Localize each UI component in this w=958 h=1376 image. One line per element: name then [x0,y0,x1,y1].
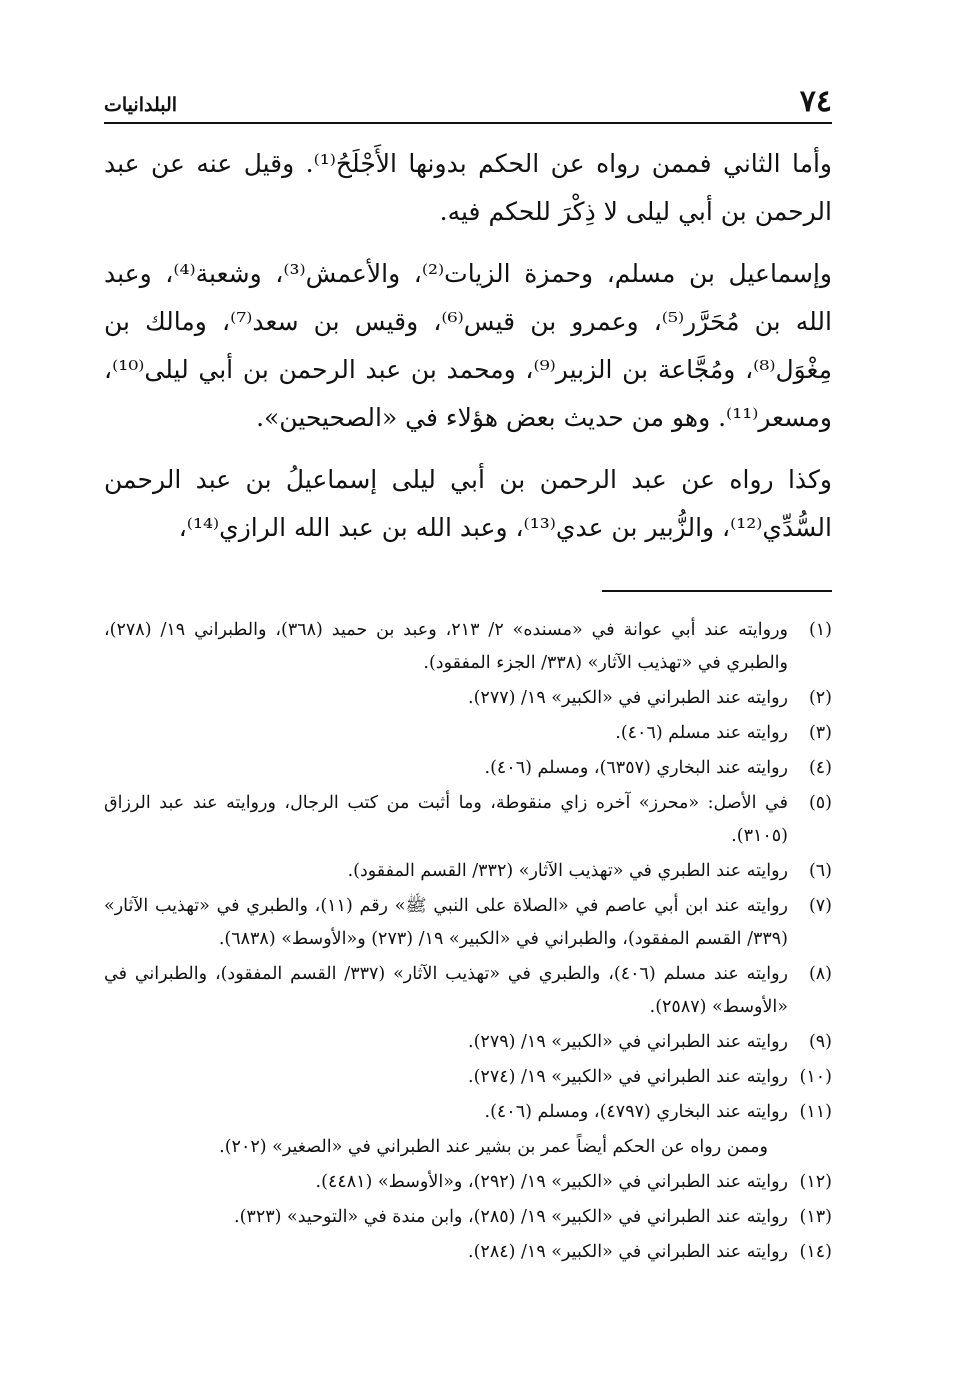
footnote-text: روايته عند البخاري (٦٣٥٧)، ومسلم (٤٠٦). [484,758,788,778]
footnote-number: (٢) [808,688,832,708]
footnote-11 [104,1096,832,1129]
footnote-number: (٧) [808,896,832,916]
footnote-3 [104,717,832,750]
footnote-13 [104,1201,832,1234]
footnote-text: روايته عند الطبري في «تهذيب الآثار» (٣٣٢/ القسم المفقود). [347,861,788,881]
running-header [104,80,832,124]
book-page [104,80,832,1271]
footnote-number: (٦) [808,861,832,881]
footnote-text: روايته عند البخاري (٤٧٩٧)، ومسلم (٤٠٦). [484,1102,788,1122]
header-title: البلدانيات [104,94,178,116]
footnote-text: روايته عند مسلم (٤٠٦). [615,723,788,743]
footnote-number: (٨) [808,964,832,984]
footnote-number: (١٣) [799,1207,832,1227]
footnote-2 [104,682,832,715]
footnote-7 [104,890,832,956]
footnote-9 [104,1026,832,1059]
footnote-14 [104,1236,832,1269]
footnote-11-continuation [104,1131,832,1164]
footnote-text: في الأصل: «محرز» آخره زاي منقوطة، وما أثبت من كتب الرجال، وروايته عند عبد الرزاق (٣١٠٥). [104,793,788,846]
footnote-number: (١٠) [799,1067,832,1087]
footnote-text: روايته عند مسلم (٤٠٦)، والطبري في «تهذيب الآثار» (٣٣٧/ القسم المفقود)، والطبراني في «الأوسط» (٢٥٨٧). [104,964,788,1017]
footnote-6 [104,855,832,888]
paragraph-1: وأما الثاني فممن رواه عن الحكم بدونها الأَجْلَحُ⁽¹⁾. وقيل عنه عن عبد الرحمن بن أبي ليلى لا ذِكْرَ للحكم فيه. [104,149,832,226]
footnote-number: (١) [808,620,832,640]
footnote-number: (١١) [799,1102,832,1122]
footnote-8 [104,958,832,1024]
footnote-text: روايته عند الطبراني في «الكبير» ١٩/ (٢٨٥)، وابن مندة في «التوحيد» (٣٢٣). [234,1207,788,1227]
footnote-text: روايته عند الطبراني في «الكبير» ١٩/ (٢٧٧). [468,688,788,708]
footnote-1 [104,614,832,680]
footnote-number: (٤) [808,758,832,778]
main-text [104,140,832,552]
footnote-text: روايته عند الطبراني في «الكبير» ١٩/ (٢٧٤). [468,1067,788,1087]
footnote-text: روايته عند الطبراني في «الكبير» ١٩/ (٢٧٩). [468,1032,788,1052]
footnote-number: (٣) [808,723,832,743]
footnote-text: روايته عند الطبراني في «الكبير» ١٩/ (٢٨٤). [468,1242,788,1262]
footnote-number: (٥) [808,793,832,813]
paragraph-3: وكذا رواه عن عبد الرحمن بن أبي ليلى إسماعيلُ بن عبد الرحمن السُّدِّي⁽¹²⁾، والزُّبير بن عدي⁽¹³⁾، وعبد الله بن عبد الله الرازي⁽¹⁴⁾، [104,465,832,542]
footnote-12 [104,1166,832,1199]
footnote-number: (٩) [808,1032,832,1052]
paragraph-2: وإسماعيل بن مسلم، وحمزة الزيات⁽²⁾، والأعمش⁽³⁾، وشعبة⁽⁴⁾، وعبد الله بن مُحَرَّر⁽⁵⁾، وعمرو بن قيس⁽⁶⁾، وقيس بن سعد⁽⁷⁾، ومالك بن مِغْوَل⁽⁸⁾، ومُجَّاعة بن الزبير⁽⁹⁾، ومحمد بن عبد الرحمن بن أبي ليلى⁽¹⁰⁾، ومسعر⁽¹¹⁾. وهو من حديث بعض هؤلاء في «الصحيحين». [104,259,832,432]
page-number: ٧٤ [799,84,832,119]
footnote-separator [602,590,832,592]
footnote-separator-wrap [104,566,832,614]
footnotes [104,614,832,1269]
footnote-text: روايته عند ابن أبي عاصم في «الصلاة على النبي ﷺ» رقم (١١)، والطبري في «تهذيب الآثار» (٣٣٩/ القسم المفقود)، والطبراني في «الكبير» ١٩/ (٢٧٣) و«الأوسط» (٦٨٣٨). [104,896,788,949]
footnote-text: روايته عند الطبراني في «الكبير» ١٩/ (٢٩٢)، و«الأوسط» (٤٤٨١). [315,1172,788,1192]
footnote-10 [104,1061,832,1094]
footnote-4 [104,752,832,785]
footnote-5 [104,787,832,853]
footnote-number: (١٢) [799,1172,832,1192]
footnote-number: (١٤) [799,1242,832,1262]
footnote-text: وممن رواه عن الحكم أيضاً عمر بن بشير عند الطبراني في «الصغير» (٢٠٢). [219,1137,768,1157]
footnote-text: وروايته عند أبي عوانة في «مسنده» ٢/ ٢١٣، وعبد بن حميد (٣٦٨)، والطبراني ١٩/ (٢٧٨)، والطبري في «تهذيب الآثار» (٣٣٨/ الجزء المفقود). [104,620,789,673]
